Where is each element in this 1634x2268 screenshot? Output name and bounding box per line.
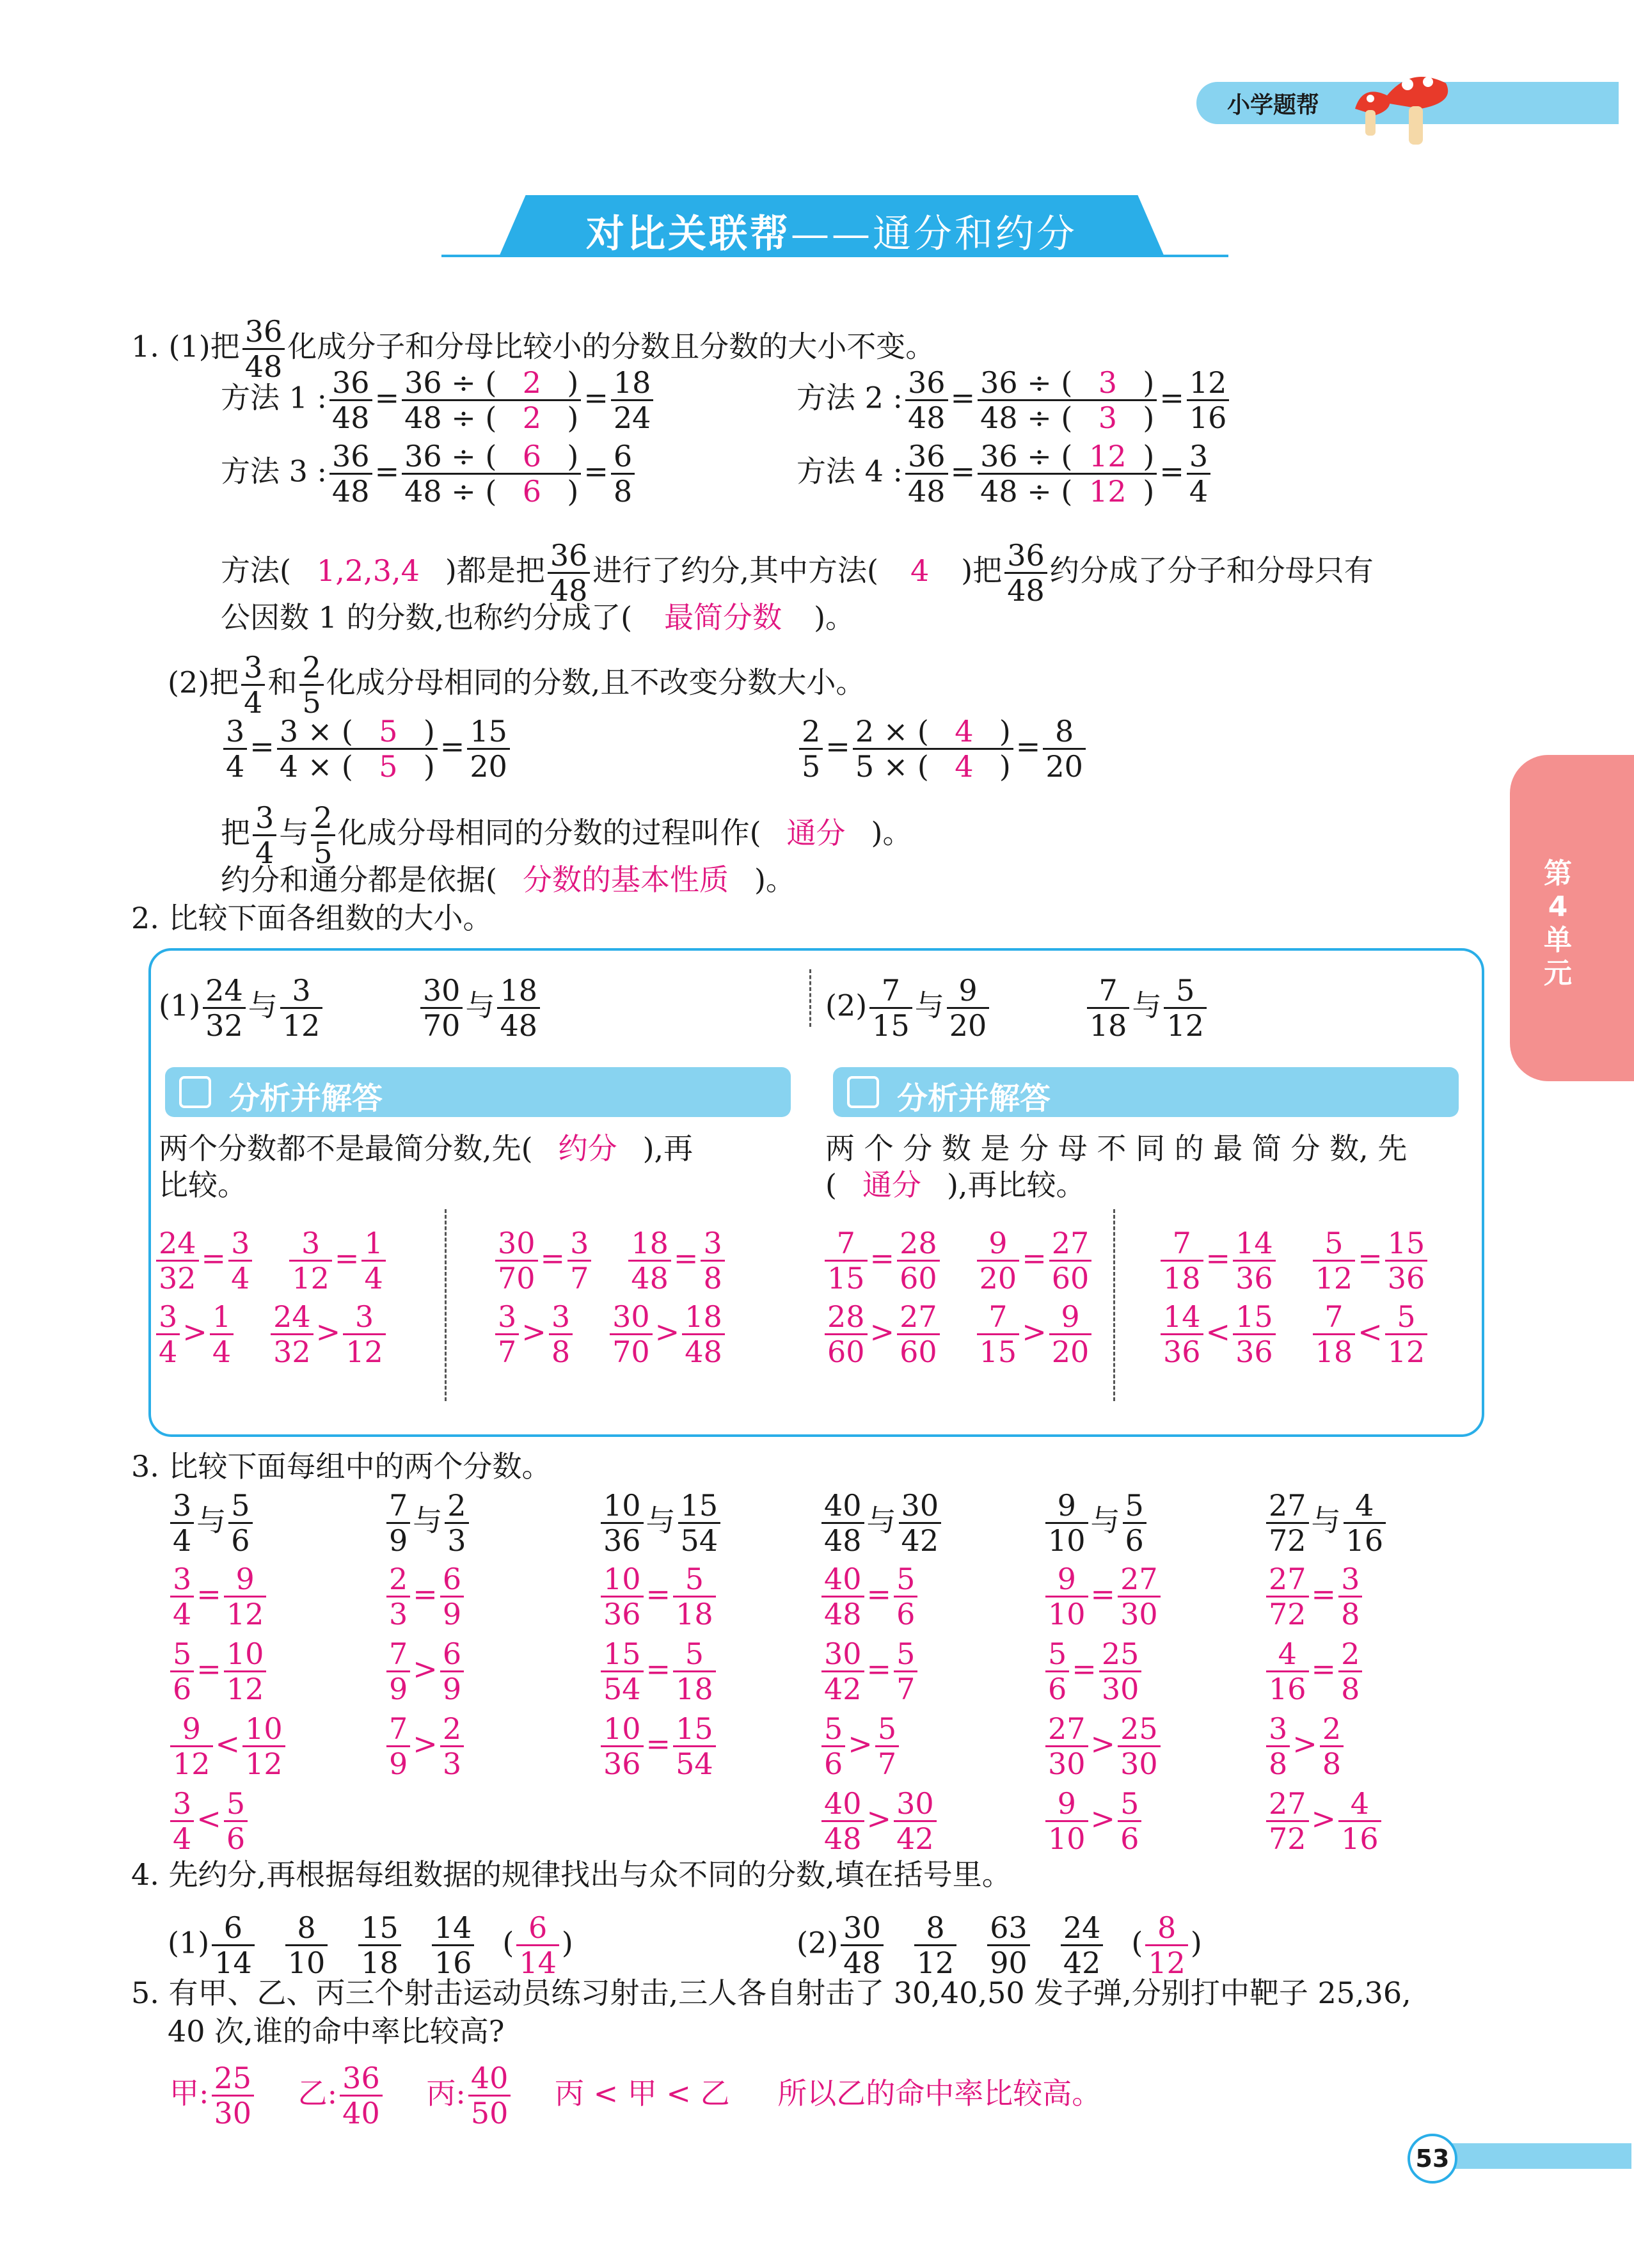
q3-problem-2: $\frac{7}{9}$ 与 $\frac{2}{3}$ bbox=[384, 1491, 472, 1555]
part2-eq-2: $\frac{2}{5}$ = $\frac{2 \times ( 4 )}{5 \times ( 4 )}$ = $\frac{8}{20}$ bbox=[797, 717, 1088, 781]
q3-problem-3: $\frac{10}{36}$ 与 $\frac{15}{54}$ bbox=[598, 1491, 723, 1555]
q5-answer: 甲: $\frac{25}{30}$ 乙: $\frac{36}{40}$ 丙: $\frac{40}{50}$ 丙 < 甲 < 乙 所以乙的命中率比较高。 bbox=[170, 2061, 1102, 2130]
q2-work-divider-right bbox=[1113, 1209, 1115, 1401]
part2-eq-1: $\frac{3}{4}$ = $\frac{3 \times ( 5 )}{4 \times ( 5 )}$ = $\frac{15}{20}$ bbox=[221, 717, 512, 781]
q3-step: $\frac{9}{10}$ = $\frac{27}{30}$ bbox=[1043, 1564, 1163, 1629]
q3-step: $\frac{27}{72}$ > $\frac{4}{16}$ bbox=[1264, 1789, 1384, 1853]
q3-step: $\frac{4}{16}$ = $\frac{2}{8}$ bbox=[1264, 1639, 1365, 1704]
q3-step: $\frac{7}{9}$ > $\frac{6}{9}$ bbox=[384, 1639, 466, 1704]
q2-left-analysis: 两个分数都不是最简分数,先( 约分 ),再 bbox=[159, 1131, 694, 1166]
q1-line1: 1. (1)把 $\frac{36}{48}$ 化成分子和分母比较小的分数且分数的大小不变。 bbox=[131, 314, 935, 384]
q3-problem-5: $\frac{9}{10}$ 与 $\frac{5}{6}$ bbox=[1043, 1491, 1149, 1555]
method-1: 方法 1 : $\frac{36}{48}$ = $\frac{36 \div ( 2 )}{48 \div ( 2 )}$ = $\frac{18}{24}$ bbox=[221, 368, 656, 432]
q3-step: $\frac{15}{54}$ = $\frac{5}{18}$ bbox=[598, 1639, 718, 1704]
analysis-bar-right: 分析并解答 bbox=[833, 1067, 1459, 1117]
q2-work-row: $\frac{7}{15}$ = $\frac{28}{60}$ $\frac{9}{20}$ = $\frac{27}{60}$ bbox=[822, 1228, 1094, 1293]
q2-work-row: $\frac{3}{7}$ > $\frac{3}{8}$ $\frac{30}{70}$ > $\frac{18}{48}$ bbox=[493, 1302, 727, 1367]
method-2: 方法 2 : $\frac{36}{48}$ = $\frac{36 \div ( 3 )}{48 \div ( 3 )}$ = $\frac{12}{16}$ bbox=[797, 368, 1232, 432]
q3-problem-1: $\frac{3}{4}$ 与 $\frac{5}{6}$ bbox=[168, 1491, 255, 1555]
q2-work-row: $\frac{14}{36}$ < $\frac{15}{36}$ $\frac{7}{18}$ < $\frac{5}{12}$ bbox=[1158, 1302, 1430, 1367]
page-title bbox=[499, 203, 1164, 258]
q3-step: $\frac{27}{72}$ = $\frac{3}{8}$ bbox=[1264, 1564, 1365, 1629]
q2-work-row: $\frac{24}{32}$ = $\frac{3}{4}$ $\frac{3}{12}$ = $\frac{1}{4}$ bbox=[154, 1228, 388, 1293]
title-main: 对比关联帮 bbox=[586, 212, 791, 257]
page-number: 53 bbox=[1408, 2134, 1457, 2184]
q3-step: $\frac{5}{6}$ > $\frac{5}{7}$ bbox=[819, 1714, 901, 1779]
q2-divider bbox=[809, 969, 811, 1027]
q1-summary-line1: 方法( 1,2,3,4 )都是把 $\frac{36}{48}$ 进行了约分,其中方法( 4 )把 $\frac{36}{48}$ 约分成了分子和分母只有 bbox=[221, 538, 1374, 608]
q3-step: $\frac{3}{4}$ = $\frac{9}{12}$ bbox=[168, 1564, 269, 1629]
q1-part2-title: (2)把 $\frac{3}{4}$ 和 $\frac{2}{5}$ 化成分母相同的分数,且不改变分数大小。 bbox=[168, 650, 866, 720]
q1-part2-basis: 约分和通分都是依据( 分数的基本性质 )。 bbox=[221, 862, 795, 897]
q2-right-analysis2: ( 通分 ),再比较。 bbox=[825, 1168, 1086, 1202]
q2-work-row: $\frac{3}{4}$ > $\frac{1}{4}$ $\frac{24}{32}$ > $\frac{3}{12}$ bbox=[154, 1302, 388, 1367]
q3-step: $\frac{27}{30}$ > $\frac{25}{30}$ bbox=[1043, 1714, 1163, 1779]
q3-step: $\frac{2}{3}$ = $\frac{6}{9}$ bbox=[384, 1564, 466, 1629]
answer-methods: 1,2,3,4 bbox=[316, 553, 420, 588]
q3-title: 3. 比较下面每组中的两个分数。 bbox=[131, 1449, 551, 1484]
q2-left-problems: (1) $\frac{24}{32}$ 与 $\frac{3}{12}$ $\frac{30}{70}$ 与 $\frac{18}{48}$ bbox=[159, 976, 543, 1040]
unit-tab[interactable] bbox=[1510, 755, 1634, 1081]
answer-tongfen2: 通分 bbox=[862, 1168, 921, 1202]
analysis-bar-left: 分析并解答 bbox=[165, 1067, 791, 1117]
q4-group-2: (2) $\frac{30}{48}$ $\frac{8}{12}$ $\frac{63}{90}$ $\frac{24}{42}$ ( $\frac{8}{12}$ ) bbox=[797, 1910, 1202, 1980]
q2-title: 2. 比较下面各组数的大小。 bbox=[131, 901, 493, 935]
q5-line1: 5. 有甲、乙、丙三个射击运动员练习射击,三人各自射击了 30,40,50 发子弹,分别打中靶子 25,36, bbox=[131, 1976, 1411, 2010]
q3-step: $\frac{5}{6}$ = $\frac{25}{30}$ bbox=[1043, 1639, 1144, 1704]
method-4: 方法 4 : $\frac{36}{48}$ = $\frac{36 \div ( 12 )}{48 \div ( 12 )}$ = $\frac{3}{4}$ bbox=[797, 441, 1213, 506]
method-3: 方法 3 : $\frac{36}{48}$ = $\frac{36 \div ( 6 )}{48 \div ( 6 )}$ = $\frac{6}{8}$ bbox=[221, 441, 637, 506]
q3-step: $\frac{5}{6}$ = $\frac{10}{12}$ bbox=[168, 1639, 269, 1704]
q1-summary-line2: 公因数 1 的分数,也称约分成了( 最简分数 )。 bbox=[221, 600, 855, 635]
answer-tongfen: 通分 bbox=[786, 815, 846, 850]
answer-yuefen: 约分 bbox=[558, 1131, 617, 1166]
q2-work-row: $\frac{28}{60}$ > $\frac{27}{60}$ $\frac{7}{15}$ > $\frac{9}{20}$ bbox=[822, 1302, 1094, 1367]
q2-work-divider-left bbox=[445, 1209, 447, 1401]
q2-right-problems: (2) $\frac{7}{15}$ 与 $\frac{9}{20}$ $\frac{7}{18}$ 与 $\frac{5}{12}$ bbox=[825, 976, 1209, 1040]
q3-step: $\frac{40}{48}$ > $\frac{30}{42}$ bbox=[819, 1789, 939, 1853]
q3-step: $\frac{7}{9}$ > $\frac{2}{3}$ bbox=[384, 1714, 466, 1779]
header-tag-label: 小学题帮 bbox=[1227, 92, 1320, 118]
q3-step: $\frac{3}{8}$ > $\frac{2}{8}$ bbox=[1264, 1714, 1346, 1779]
q3-step: $\frac{3}{4}$ < $\frac{5}{6}$ bbox=[168, 1789, 250, 1853]
q2-right-analysis: 两 个 分 数 是 分 母 不 同 的 最 简 分 数, 先 bbox=[825, 1131, 1408, 1166]
q5-line2: 40 次,谁的命中率比较高? bbox=[168, 2014, 505, 2049]
mushroom-icon bbox=[1337, 58, 1465, 154]
q3-step: $\frac{9}{10}$ > $\frac{5}{6}$ bbox=[1043, 1789, 1144, 1853]
pencil-icon bbox=[847, 1076, 879, 1108]
q1-part2-line: 把 $\frac{3}{4}$ 与 $\frac{2}{5}$ 化成分母相同的分数的过程叫作( 通分 )。 bbox=[221, 800, 912, 870]
q3-step: $\frac{9}{12}$ < $\frac{10}{12}$ bbox=[168, 1714, 288, 1779]
page-number-bar bbox=[1440, 2143, 1631, 2169]
q3-step: $\frac{10}{36}$ = $\frac{15}{54}$ bbox=[598, 1714, 718, 1779]
q4-title: 4. 先约分,再根据每组数据的规律找出与众不同的分数,填在括号里。 bbox=[131, 1857, 1011, 1892]
pencil-icon bbox=[179, 1076, 211, 1108]
q3-step: $\frac{30}{42}$ = $\frac{5}{7}$ bbox=[819, 1639, 920, 1704]
answer-method: 4 bbox=[910, 553, 930, 588]
q4-group-1: (1) $\frac{6}{14}$ $\frac{8}{10}$ $\frac{15}{18}$ $\frac{14}{16}$ ( $\frac{6}{14}$ ) bbox=[168, 1910, 573, 1980]
q2-work-row: $\frac{30}{70}$ = $\frac{3}{7}$ $\frac{18}{48}$ = $\frac{3}{8}$ bbox=[493, 1228, 727, 1293]
q3-problem-6: $\frac{27}{72}$ 与 $\frac{4}{16}$ bbox=[1264, 1491, 1388, 1555]
q3-step: $\frac{10}{36}$ = $\frac{5}{18}$ bbox=[598, 1564, 718, 1629]
unit-tab-label: 第4单元 bbox=[1544, 857, 1572, 990]
q3-step: $\frac{40}{48}$ = $\frac{5}{6}$ bbox=[819, 1564, 920, 1629]
q2-work-row: $\frac{7}{18}$ = $\frac{14}{36}$ $\frac{5}{12}$ = $\frac{15}{36}$ bbox=[1158, 1228, 1430, 1293]
answer-basis: 分数的基本性质 bbox=[522, 862, 729, 897]
q2-left-analysis2: 比较。 bbox=[159, 1168, 247, 1202]
answer-simplest: 最简分数 bbox=[664, 600, 782, 635]
title-sub: ——通分和约分 bbox=[791, 212, 1077, 257]
q3-problem-4: $\frac{40}{48}$ 与 $\frac{30}{42}$ bbox=[819, 1491, 944, 1555]
